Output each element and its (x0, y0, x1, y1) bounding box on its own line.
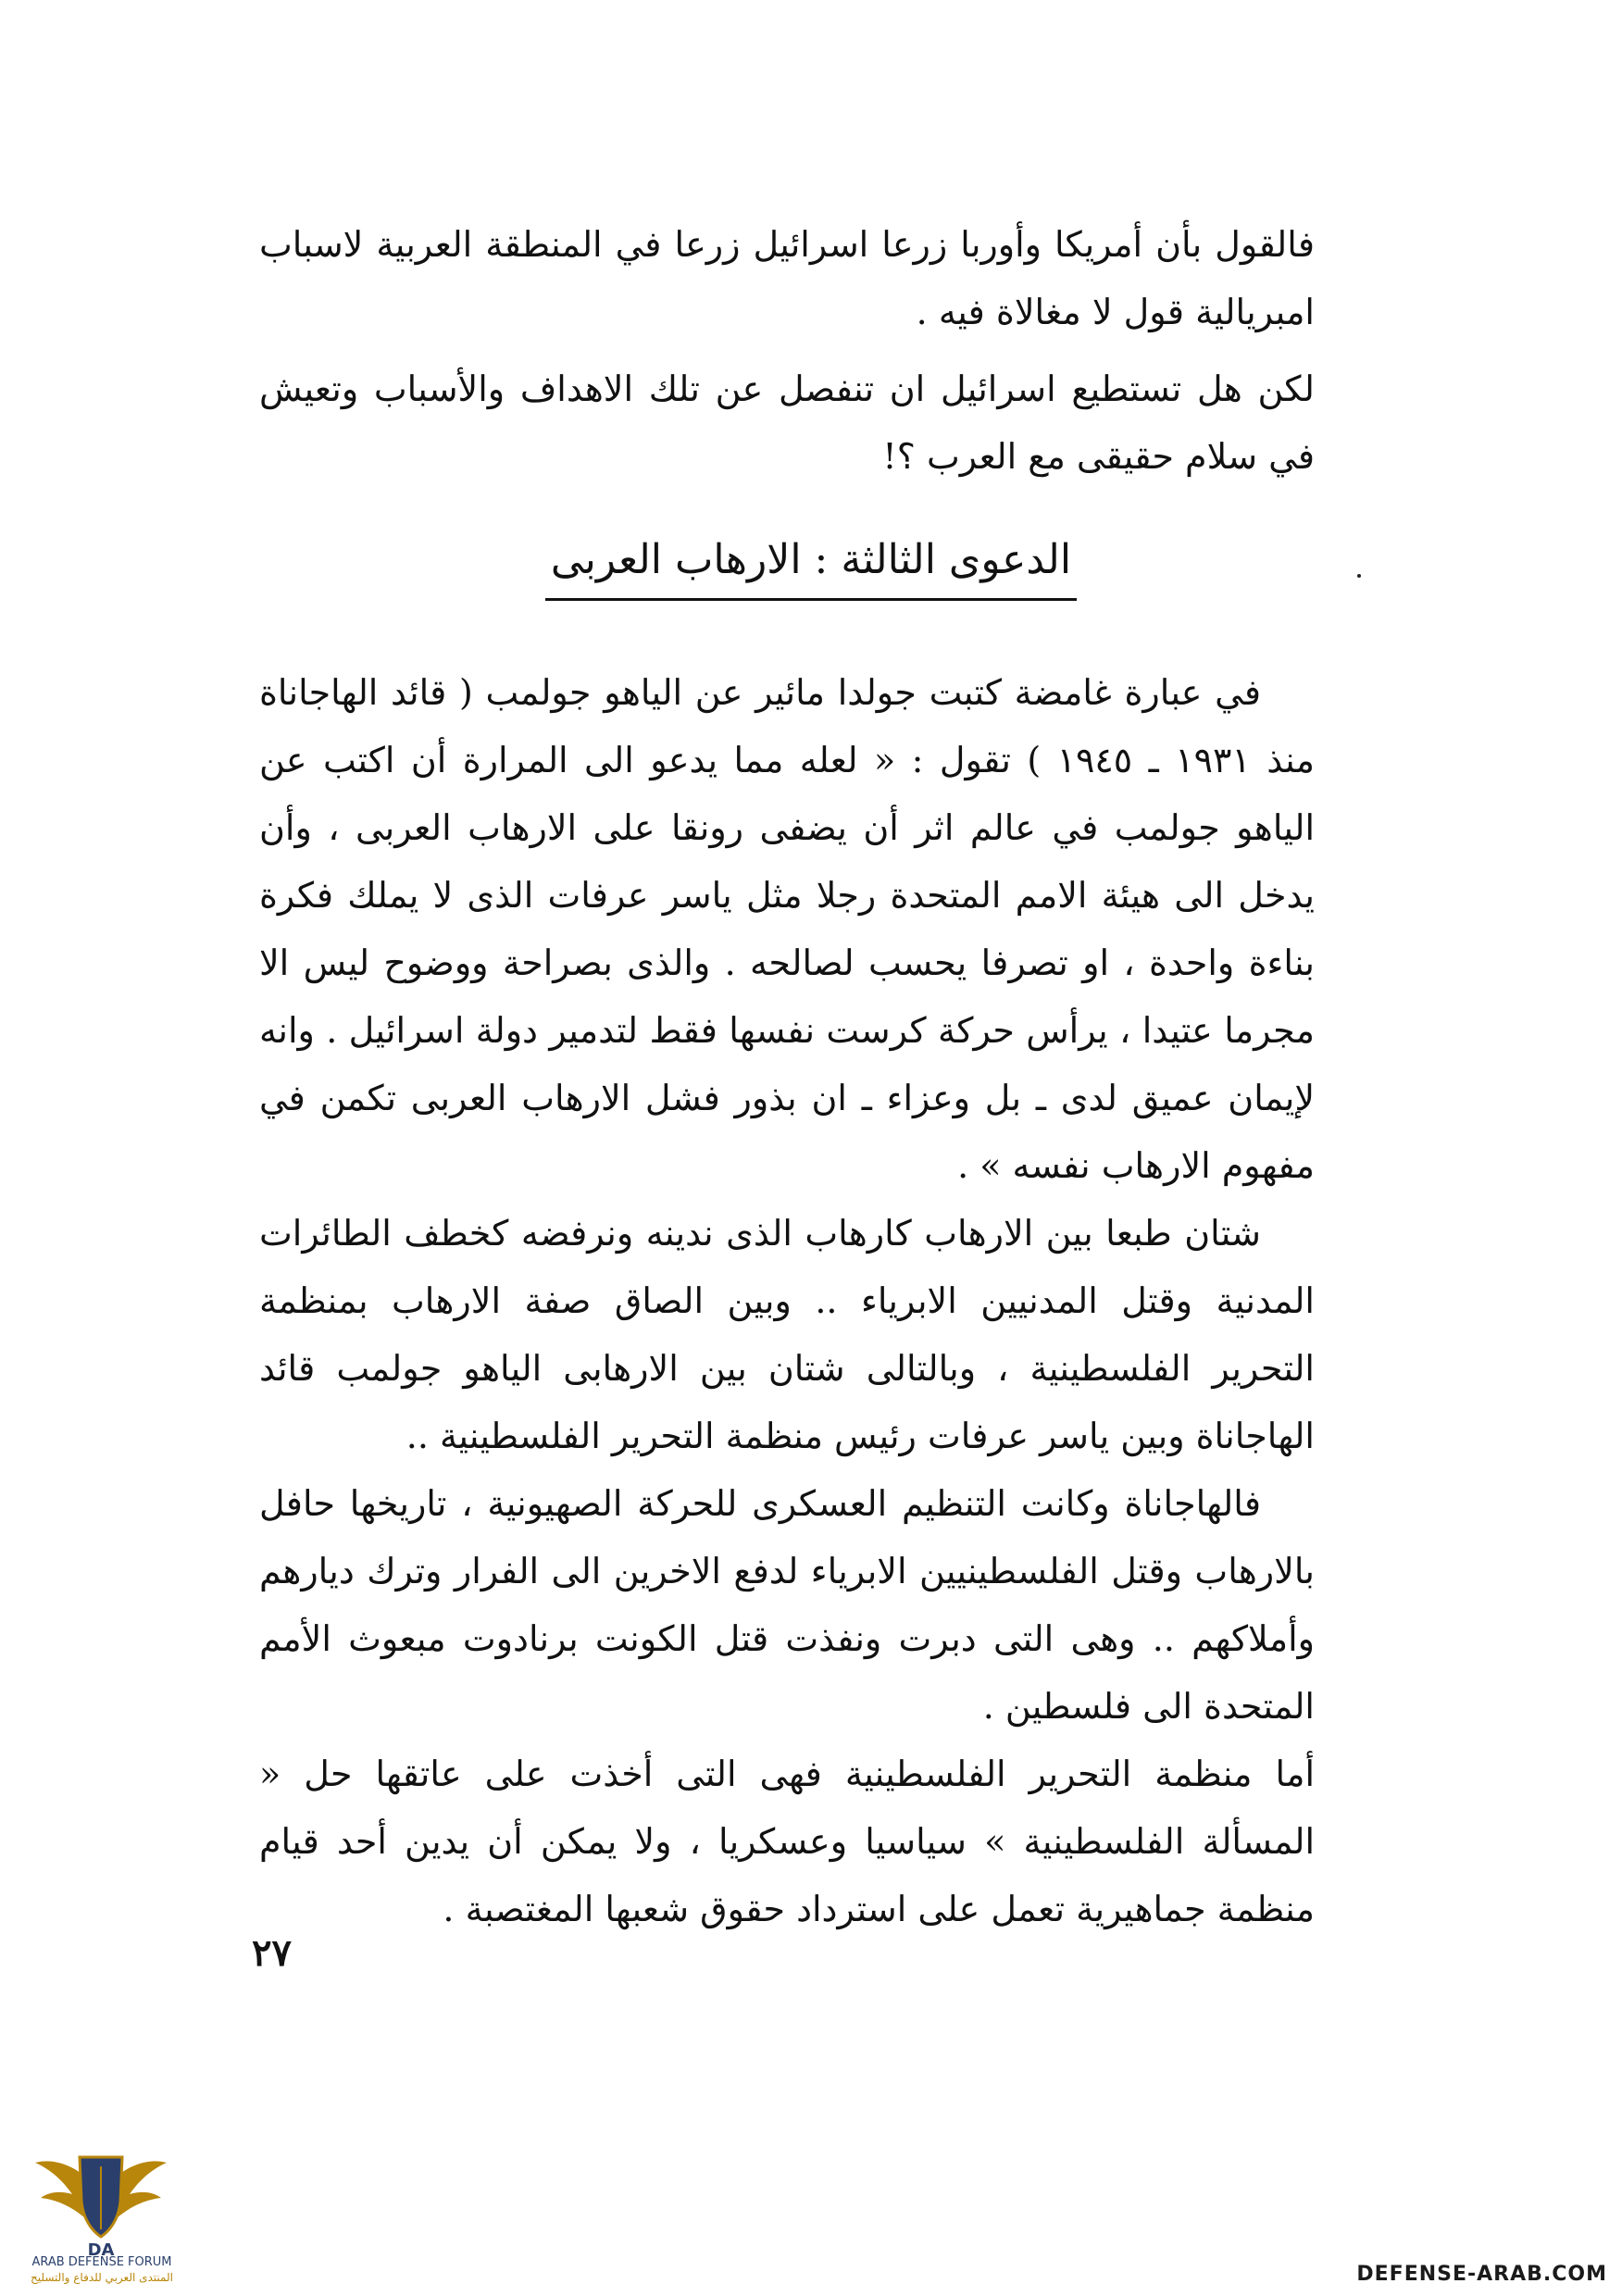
section-heading (0, 528, 1622, 601)
logo-caption-en: ARAB DEFENSE FORUM (31, 2255, 172, 2269)
body-paragraph-4: أما منظمة التحرير الفلسطينية فهى التى أخذت على عاتقها حل « المسألة الفلسطينية » سياسيا وعسكريا ، ولا يمكن أن يدين أحد قيام منظمة جماهيرية تعمل على استرداد حقوق شعبها المغتصبة . (259, 1753, 1315, 1929)
section-heading-text: الدعوى الثالثة : الارهاب العربى (545, 528, 1077, 601)
logo-caption (19, 2255, 185, 2285)
body-text (259, 659, 1315, 1943)
body-paragraph-1: في عبارة غامضة كتبت جولدا مائير عن الياهو جولمب ( قائد الهاجاناة منذ ١٩٣١ ـ ١٩٤٥ ) تقول : « لعله مما يدعو الى المرارة أن اكتب عن الياهو جولمب في عالم اثر أن يضفى رونقا على الارهاب العربى ، وأن يدخل الى هيئة الامم المتحدة رجلا مثل ياسر عرفات الذى لا يملك فكرة بناءة واحدة ، او تصرفا يحسب لصالحه . والذى بصراحة ووضوح ليس الا مجرما عتيدا ، يرأس حركة كرست نفسها فقط لتدمير دولة اسرائيل . وانه لإيمان عميق لدى ـ بل وعزاء ـ ان بذور فشل الارهاب العربى تكمن في مفهوم الارهاب نفسه » . (259, 672, 1315, 1186)
intro-text (259, 211, 1315, 491)
body-paragraph-3: فالهاجاناة وكانت التنظيم العسكرى للحركة الصهيونية ، تاريخها حافل بالارهاب وقتل الفلسطينيين الابرياء لدفع الاخرين الى الفرار وترك ديارهم وأملاكهم .. وهى التى دبرت ونفذت قتل الكونت برنادوت مبعوث الأمم المتحدة الى فلسطين . (259, 1483, 1315, 1727)
scan-speck (1357, 574, 1361, 578)
page-number: ٢٧ (252, 1931, 292, 1975)
body-paragraph-2: شتان طبعا بين الارهاب كارهاب الذى ندينه ونرفضه كخطف الطائرات المدنية وقتل المدنيين الابرياء .. وبين الصاق صفة الارهاب بمنظمة التحرير الفلسطينية ، وبالتالى شتان بين الارهابى الياهو جولمب قائد الهاجاناة وبين ياسر عرفات رئيس منظمة التحرير الفلسطينية .. (259, 1213, 1315, 1456)
intro-paragraph-2: لكن هل تستطيع اسرائيل ان تنفصل عن تلك الاهداف والأسباب وتعيش في سلام حقيقى مع العرب ؟! (259, 368, 1315, 477)
site-url-watermark: DEFENSE-ARAB.COM (1356, 2263, 1607, 2286)
logo-letters: DA (87, 2240, 115, 2260)
logo-caption-ar: المنتدى العربي للدفاع والتسليح (31, 2271, 173, 2284)
intro-paragraph-1: فالقول بأن أمريكا وأوربا زرعا اسرائيل زرعا في المنطقة العربية لاسباب امبريالية قول لا مغالاة فيه . (259, 224, 1315, 332)
